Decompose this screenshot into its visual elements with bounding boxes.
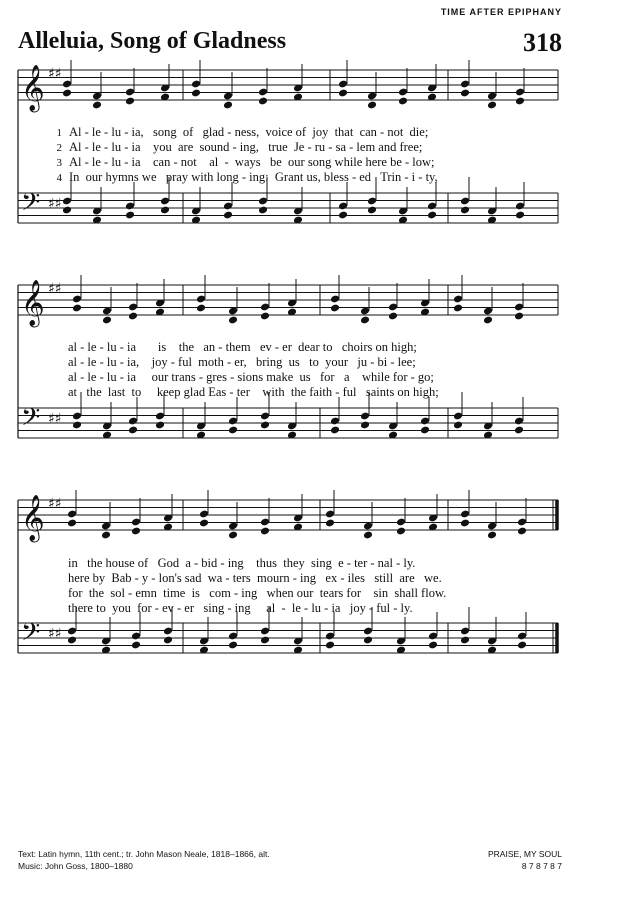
key-signature: ♯♯ bbox=[48, 66, 62, 82]
note-head bbox=[420, 426, 430, 435]
note-head bbox=[131, 527, 141, 536]
lyric-line: al - le - lu - ia, joy - ful moth - er, bring us to your ju - bi - lee; bbox=[68, 355, 416, 369]
note-head bbox=[360, 421, 370, 430]
note-head bbox=[427, 211, 437, 220]
note-head bbox=[67, 519, 77, 528]
note-head bbox=[260, 421, 270, 430]
note-head bbox=[483, 316, 493, 325]
note-head bbox=[460, 206, 470, 215]
note-head bbox=[258, 97, 268, 106]
note-head bbox=[460, 519, 470, 528]
note-head bbox=[101, 531, 111, 540]
treble-clef: 𝄞 bbox=[21, 280, 45, 326]
lyric-text: Al - le - lu - ia can - not al - ways be our song while here be - low; bbox=[69, 155, 435, 169]
note-head bbox=[191, 89, 201, 98]
note-head bbox=[72, 304, 82, 313]
note-head bbox=[163, 636, 173, 645]
text-credit: Text: Latin hymn, 11th cent.; tr. John Mason Neale, 1818–1866, alt. bbox=[18, 849, 270, 859]
note-head bbox=[428, 641, 438, 650]
treble-clef: 𝄞 bbox=[21, 495, 45, 541]
note-head bbox=[460, 636, 470, 645]
treble-clef: 𝄞 bbox=[21, 65, 45, 111]
key-signature: ♯♯ bbox=[48, 196, 62, 212]
key-signature: ♯♯ bbox=[48, 496, 62, 512]
note-head bbox=[517, 527, 527, 536]
bass-clef: 𝄢 bbox=[21, 618, 41, 653]
note-head bbox=[228, 426, 238, 435]
key-signature: ♯♯ bbox=[48, 281, 62, 297]
lyric-line: there to you for - ev - er sing - ing al - le - lu - ia joy - ful - ly. bbox=[68, 601, 413, 615]
note-head bbox=[515, 211, 525, 220]
lyric-line: al - le - lu - ia our trans - gres - sions make us for a while for - go; bbox=[68, 370, 434, 384]
note-head bbox=[338, 89, 348, 98]
note-head bbox=[72, 421, 82, 430]
note-head bbox=[453, 421, 463, 430]
lyric-text: In our hymns we pray with long - ing: Grant us, bless - ed Trin - i - ty, bbox=[69, 170, 438, 184]
note-head bbox=[131, 641, 141, 650]
lyric-line: at the last to keep glad Eas - ter with the faith - ful saints on high; bbox=[68, 385, 439, 399]
key-signature: ♯♯ bbox=[48, 411, 62, 427]
note-head bbox=[199, 519, 209, 528]
verse-line-1 bbox=[40, 125, 560, 140]
note-head bbox=[360, 316, 370, 325]
note-head bbox=[338, 211, 348, 220]
note-head bbox=[128, 312, 138, 321]
note-head bbox=[228, 316, 238, 325]
verse-line-4 bbox=[40, 170, 560, 185]
note-head bbox=[363, 531, 373, 540]
note-head bbox=[258, 206, 268, 215]
meter: 8 7 8 7 8 7 bbox=[521, 861, 562, 871]
verse-line-2 bbox=[40, 140, 560, 155]
section-label: TIME AFTER EPIPHANY bbox=[440, 7, 562, 17]
note-head bbox=[388, 312, 398, 321]
note-head bbox=[514, 426, 524, 435]
lyric-line: here by Bab - y - lon's sad wa - ters mourn - ing ex - iles still are we. bbox=[68, 571, 442, 585]
note-head bbox=[128, 426, 138, 435]
note-head bbox=[514, 312, 524, 321]
lyric-text: Al - le - lu - ia you are sound - ing, true Je - ru - sa - lem and free; bbox=[69, 140, 423, 154]
note-head bbox=[260, 527, 270, 536]
note-head bbox=[223, 211, 233, 220]
lyric-line: al - le - lu - ia is the an - them ev - er dear to choirs on high; bbox=[68, 340, 417, 354]
note-head bbox=[460, 89, 470, 98]
note-head bbox=[325, 641, 335, 650]
note-head bbox=[367, 101, 377, 110]
note-head bbox=[196, 304, 206, 313]
note-head bbox=[453, 304, 463, 313]
note-head bbox=[228, 531, 238, 540]
note-head bbox=[160, 206, 170, 215]
verse-line-3 bbox=[40, 155, 560, 170]
note-head bbox=[125, 211, 135, 220]
note-head bbox=[396, 527, 406, 536]
note-head bbox=[260, 312, 270, 321]
verse-number: 4 bbox=[56, 172, 62, 184]
note-head bbox=[398, 97, 408, 106]
hymn-title: Alleluia, Song of Gladness bbox=[18, 28, 287, 54]
note-head bbox=[515, 97, 525, 106]
note-head bbox=[487, 101, 497, 110]
credits bbox=[18, 848, 270, 872]
note-head bbox=[155, 421, 165, 430]
music-credit: Music: John Goss, 1800–1880 bbox=[18, 861, 133, 871]
note-head bbox=[62, 206, 72, 215]
lyric-line: in the house of God a - bid - ing thus they sing e - ter - nal - ly. bbox=[68, 556, 416, 570]
note-head bbox=[92, 101, 102, 110]
note-head bbox=[367, 206, 377, 215]
key-signature: ♯♯ bbox=[48, 626, 62, 642]
note-head bbox=[330, 304, 340, 313]
note-head bbox=[62, 89, 72, 98]
verse-number: 2 bbox=[56, 142, 62, 154]
note-head bbox=[487, 531, 497, 540]
note-head bbox=[260, 636, 270, 645]
note-head bbox=[325, 519, 335, 528]
note-head bbox=[228, 641, 238, 650]
tune-name: PRAISE, MY SOUL bbox=[487, 849, 562, 859]
note-head bbox=[102, 316, 112, 325]
verse-number: 1 bbox=[56, 127, 62, 139]
note-head bbox=[330, 426, 340, 435]
note-head bbox=[223, 101, 233, 110]
lyric-text: Al - le - lu - ia, song of glad - ness, voice of joy that can - not die; bbox=[69, 125, 429, 139]
hymn-number: 318 bbox=[523, 28, 562, 57]
bass-clef: 𝄢 bbox=[21, 188, 41, 223]
note-head bbox=[517, 641, 527, 650]
lyric-line: for the sol - emn time is com - ing when our tears for sin shall flow. bbox=[68, 586, 447, 600]
note-head bbox=[125, 97, 135, 106]
note-head bbox=[363, 636, 373, 645]
note-head bbox=[67, 636, 77, 645]
verse-number: 3 bbox=[56, 157, 62, 169]
bass-clef: 𝄢 bbox=[21, 403, 41, 438]
tune-info bbox=[488, 848, 562, 872]
